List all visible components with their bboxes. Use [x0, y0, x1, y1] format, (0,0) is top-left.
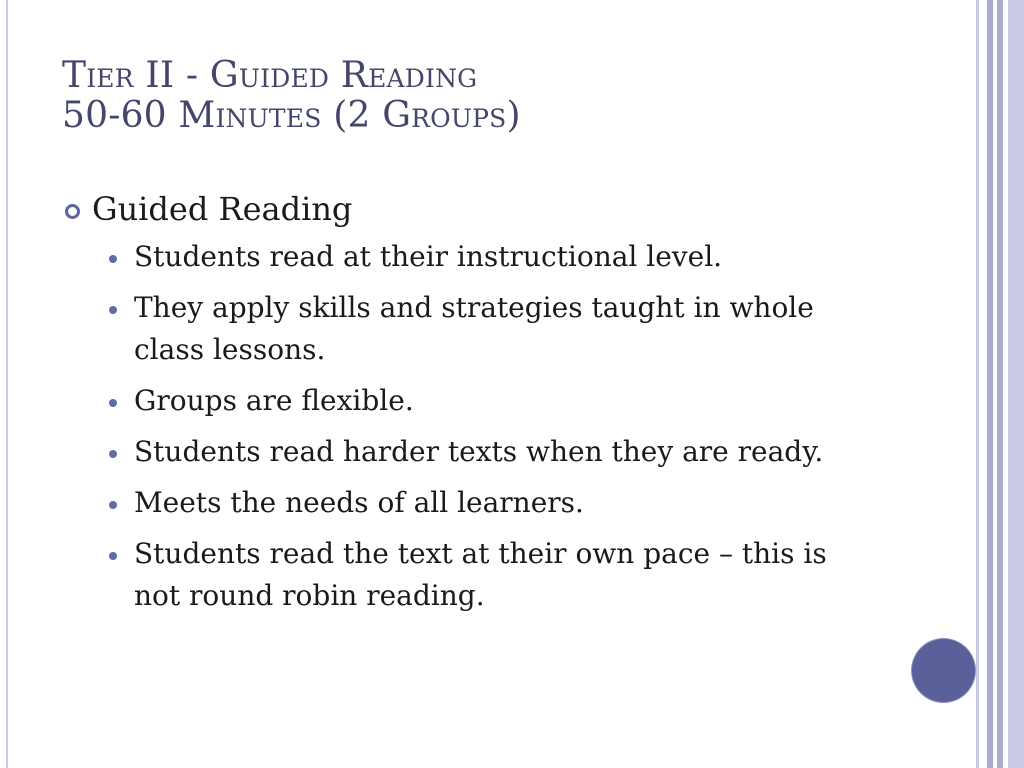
- dot-bullet-icon: [109, 501, 117, 509]
- sub-bullet-text: They apply skills and strategies taught in whole class lessons.: [134, 291, 814, 366]
- decorative-stripe: [1008, 0, 1024, 768]
- sub-bullet-text: Students read at their instructional level.: [134, 240, 723, 273]
- sub-bullet-text: Students read the text at their own pace – this is not round robin reading.: [134, 537, 827, 612]
- sub-bullet-item: [62, 533, 834, 617]
- ring-bullet-icon: [65, 204, 80, 219]
- slide-title: [62, 56, 942, 136]
- decorative-stripe: [979, 0, 987, 768]
- left-border-line: [6, 0, 8, 768]
- dot-bullet-icon: [109, 450, 117, 458]
- dot-bullet-icon: [109, 552, 117, 560]
- main-bullet-item: [62, 186, 882, 232]
- sub-bullet-text: Groups are flexible.: [134, 384, 414, 417]
- dot-bullet-icon: [109, 306, 117, 314]
- dot-bullet-icon: [109, 399, 117, 407]
- dot-bullet-icon: [109, 255, 117, 263]
- sub-bullet-item: [62, 380, 834, 422]
- slide-content: [62, 186, 882, 626]
- title-line-1: Tier II - Guided Reading: [62, 55, 478, 96]
- sub-bullet-item: [62, 431, 834, 473]
- main-bullet-text: Guided Reading: [92, 190, 353, 228]
- decorative-circle: [912, 639, 975, 702]
- sub-bullet-item: [62, 287, 834, 371]
- sub-bullet-list: [62, 236, 882, 617]
- sub-bullet-text: Meets the needs of all learners.: [134, 486, 584, 519]
- sub-bullet-item: [62, 482, 834, 524]
- sub-bullet-text: Students read harder texts when they are ready.: [134, 435, 824, 468]
- title-line-2: 50-60 Minutes (2 Groups): [62, 95, 521, 136]
- sub-bullet-item: [62, 236, 834, 278]
